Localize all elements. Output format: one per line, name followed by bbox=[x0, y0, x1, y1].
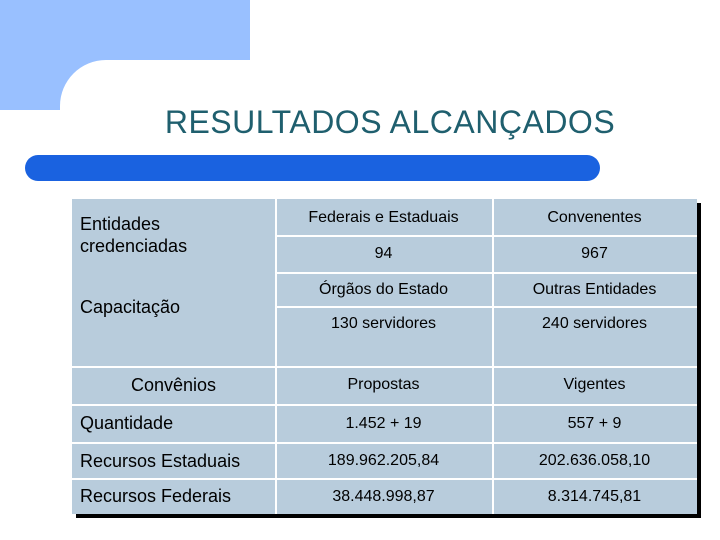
value-quantidade-vigentes: 557 + 9 bbox=[567, 414, 622, 432]
header-vigentes: Vigentes bbox=[563, 376, 626, 393]
row-label-entidades bbox=[72, 199, 275, 272]
value-outras-entidades: 240 servidores bbox=[542, 315, 647, 332]
header-propostas: Propostas bbox=[347, 376, 420, 393]
header-convenios: Convênios bbox=[130, 374, 217, 395]
value-orgaos-do-estado: 130 servidores bbox=[331, 315, 436, 332]
value-recursos-federais-vigentes: 8.314.745,81 bbox=[547, 487, 642, 505]
header-convenentes: Convenentes bbox=[547, 208, 642, 226]
slide-title: RESULTADOS ALCANÇADOS bbox=[164, 104, 616, 140]
value-federais-estaduais: 94 bbox=[374, 245, 393, 262]
value-recursos-estaduais-vigentes: 202.636.058,10 bbox=[538, 452, 651, 469]
row-label-recursos-estaduais: Recursos Estaduais bbox=[80, 450, 241, 471]
value-recursos-federais-propostas: 38.448.998,87 bbox=[332, 487, 435, 505]
title-underline-bar bbox=[25, 155, 600, 181]
row-label-quantidade: Quantidade bbox=[80, 413, 174, 433]
header-outras-entidades: Outras Entidades bbox=[532, 281, 657, 298]
value-recursos-estaduais-propostas: 189.962.205,84 bbox=[327, 452, 440, 469]
row-label-entidades-line2: credenciadas bbox=[80, 236, 188, 256]
value-convenentes: 967 bbox=[581, 245, 608, 262]
row-label-capacitacao: Capacitação bbox=[80, 296, 181, 317]
results-table bbox=[72, 199, 697, 514]
value-quantidade-propostas: 1.452 + 19 bbox=[345, 414, 422, 432]
header-federais-estaduais: Federais e Estaduais bbox=[308, 208, 459, 226]
row-label-recursos-federais: Recursos Federais bbox=[80, 486, 232, 506]
row-label-entidades-line1: Entidades bbox=[80, 214, 161, 234]
header-orgaos-do-estado: Órgãos do Estado bbox=[319, 281, 448, 298]
